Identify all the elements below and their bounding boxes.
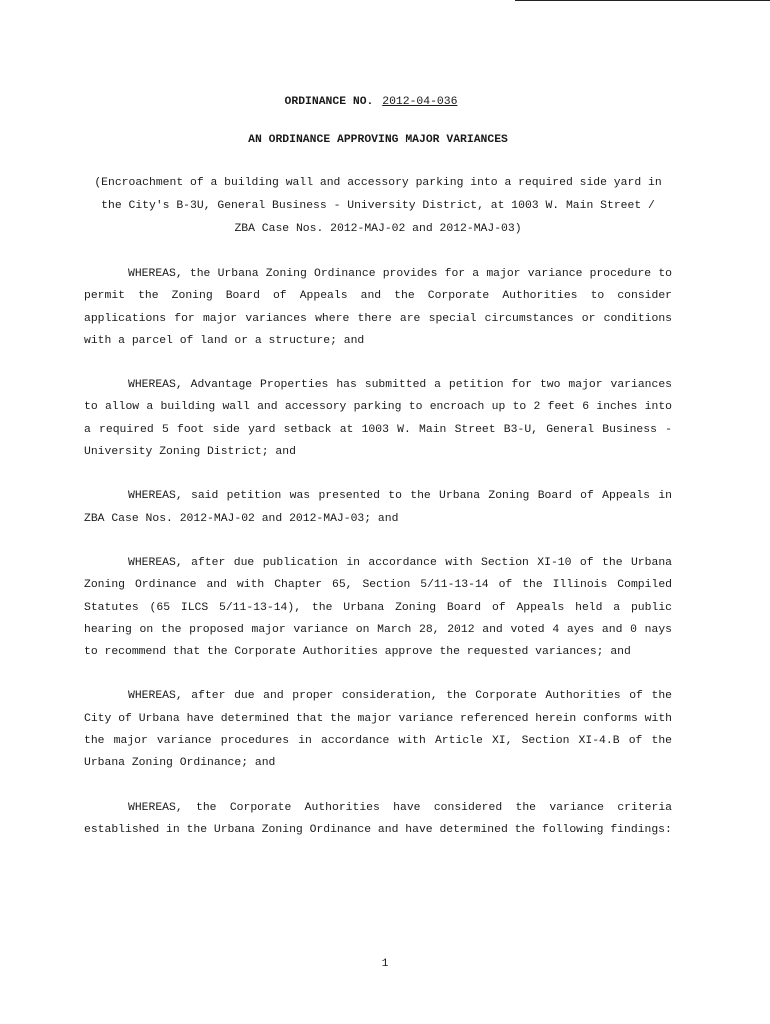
page-number: 1 bbox=[381, 958, 389, 970]
ordinance-document bbox=[84, 92, 672, 841]
ordinance-subtitle: (Encroachment of a building wall and accessory parking into a required side yard in the City's B-3U, General Business - University District, at 1003 W. Main Street / ZBA Case Nos. 2012-MAJ-02 and 2012-MAJ-03) bbox=[94, 177, 662, 235]
ordinance-title: AN ORDINANCE APPROVING MAJOR VARIANCES bbox=[248, 134, 508, 146]
ordinance-number: 2012-04-036 bbox=[382, 96, 458, 108]
whereas-paragraph-5: WHEREAS, after due and proper consideration, the Corporate Authorities of the City of Urbana have determined that the major variance referenced herein conforms with the major variance procedures in accordance with Article XI, Section XI-4.B of the Urbana Zoning Ordinance; and bbox=[84, 690, 672, 770]
whereas-paragraph-4: WHEREAS, after due publication in accordance with Section XI-10 of the Urbana Zoning Ordinance and with Chapter 65, Section 5/11-13-14 of the Illinois Compiled Statutes (65 ILCS 5/11-13-14), the Urbana Zoning Board of Appeals held a public hearing on the proposed major variance on March 28, 2012 and voted 4 ayes and 0 nays to recommend that the Corporate Authorities approve the requested variances; and bbox=[84, 556, 672, 659]
whereas-paragraph-6: WHEREAS, the Corporate Authorities have considered the variance criteria established in the Urbana Zoning Ordinance and have determined the following findings: bbox=[84, 801, 672, 836]
top-border-line bbox=[515, 0, 770, 1]
whereas-paragraph-3: WHEREAS, said petition was presented to the Urbana Zoning Board of Appeals in ZBA Case Nos. 2012-MAJ-02 and 2012-MAJ-03; and bbox=[84, 490, 672, 525]
ordinance-number-heading bbox=[84, 92, 672, 112]
whereas-paragraph-2: WHEREAS, Advantage Properties has submitted a petition for two major variances to allow a building wall and accessory parking to encroach up to 2 feet 6 inches into a required 5 foot side yard setback at 1003 W. Main Street B3-U, General Business - University Zoning District; and bbox=[84, 379, 672, 459]
whereas-paragraph-1: WHEREAS, the Urbana Zoning Ordinance provides for a major variance procedure to permit the Zoning Board of Appeals and the Corporate Authorities to consider applications for major variances where there are special circumstances or conditions with a parcel of land or a structure; and bbox=[84, 268, 672, 347]
ordinance-label: ORDINANCE NO. bbox=[284, 96, 374, 108]
